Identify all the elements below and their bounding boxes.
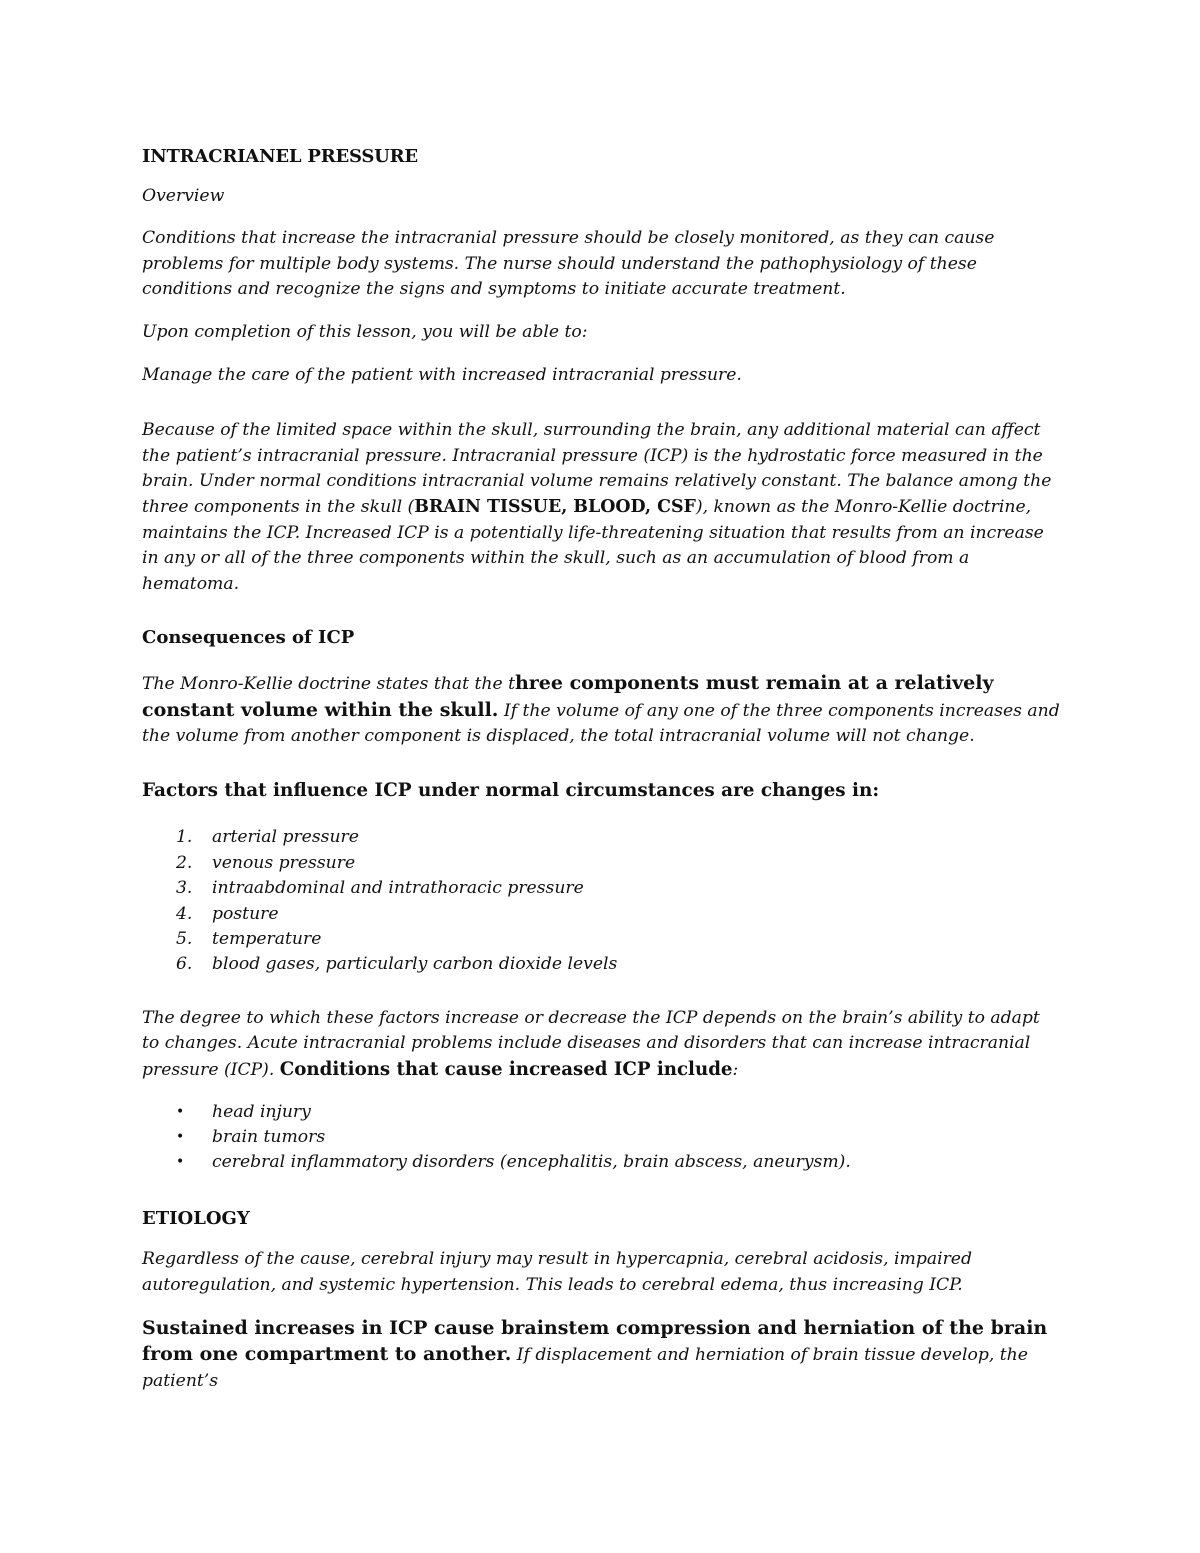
list-number: 2.: [176, 852, 193, 873]
degree-paragraph: [142, 1006, 1062, 1084]
sustained-text: If displacement and herniation of brain tissue develop, the patient’s: [142, 1345, 1028, 1391]
conditions-list: [142, 1100, 1062, 1176]
limited-space-paragraph: [142, 418, 1062, 597]
etiology-heading: ETIOLOGY: [142, 1207, 250, 1229]
list-item: [142, 952, 1062, 977]
monro-text-b: If the volume of any one of the three components increases and the volume from another component is displaced, the total intracranial volume will not change.: [142, 700, 1060, 747]
etiology-paragraph: Regardless of the cause, cerebral injury may result in hypercapnia, cerebral acidosis, impaired autoregulation, and systemic hypertension. This leads to cerebral edema, thus increasing ICP.: [142, 1249, 972, 1295]
list-number: 1.: [176, 827, 193, 848]
consequences-heading: Consequences of ICP: [142, 627, 355, 649]
list-text: intraabdominal and intrathoracic pressure: [212, 878, 584, 899]
overview-label: Overview: [142, 185, 225, 206]
list-item: [142, 902, 1062, 927]
limited-space-text-b: ), known as the Monro-Kellie doctrine, maintains the ICP. Increased ICP is a potentially life-threatening situation that results from an increase in any or all of the three components within the skull, such as an accumulation of blood from a hematoma.: [142, 496, 1044, 594]
overview-paragraph: Conditions that increase the intracranial pressure should be closely monitored, as they can cause problems for multiple body systems. The nurse should understand the pathophysiology of these conditions and recognize the signs and symptoms to initiate accurate treatment.: [142, 228, 995, 300]
list-text: brain tumors: [212, 1126, 326, 1147]
list-item: [142, 876, 1062, 901]
completion-intro: Upon completion of this lesson, you will be able to:: [142, 321, 588, 342]
list-text: temperature: [212, 928, 322, 949]
sustained-bold: Sustained increases in ICP cause brainstem compression and herniation of the brain from one compartment to another.: [142, 1316, 1048, 1366]
list-number: 6.: [176, 954, 193, 975]
bullet-icon: •: [176, 1128, 185, 1145]
sustained-paragraph: [142, 1316, 1062, 1395]
list-item: [142, 851, 1062, 876]
list-item: [142, 1100, 1062, 1125]
list-text: posture: [212, 903, 279, 924]
bullet-icon: •: [176, 1154, 185, 1171]
list-text: blood gases, particularly carbon dioxide levels: [212, 954, 618, 975]
degree-text-a: The degree to which these factors increase or decrease the ICP depends on the brain’s ability to adapt to changes. Acute intracranial problems include diseases and disorders that can increase intracranial pressure (ICP).: [142, 1007, 1040, 1080]
bullet-icon: •: [176, 1103, 185, 1120]
document-title: INTRACRIANEL PRESSURE: [142, 146, 418, 167]
list-item: [142, 825, 1062, 850]
degree-bold: Conditions that cause increased ICP include: [279, 1058, 733, 1080]
list-text: venous pressure: [212, 852, 356, 873]
learning-objective: Manage the care of the patient with increased intracranial pressure.: [142, 364, 742, 385]
list-number: 3.: [176, 878, 193, 899]
factors-heading: Factors that influence ICP under normal circumstances are changes in:: [142, 779, 880, 801]
limited-space-text-a: Because of the limited space within the skull, surrounding the brain, any additional material can affect the patient’s intracranial pressure. Intracranial pressure (ICP) is the hydrostatic force measured in the brain. Under normal conditions intracranial volume remains relatively constant. The balance among the three components in the skull (: [142, 420, 1052, 517]
monro-kellie-paragraph: [142, 671, 1062, 750]
factors-list: [142, 825, 1062, 977]
list-number: 4.: [176, 903, 193, 924]
list-text: head injury: [212, 1101, 311, 1122]
document-body: [142, 144, 1062, 1411]
list-text: arterial pressure: [212, 827, 359, 848]
degree-text-b: :: [732, 1059, 739, 1080]
monro-bold: hree components must remain at a relatively constant volume within the skull.: [142, 671, 994, 721]
list-number: 5.: [176, 928, 193, 949]
list-item: [142, 927, 1062, 952]
three-components-bold: BRAIN TISSUE, BLOOD, CSF: [414, 496, 696, 517]
list-text: cerebral inflammatory disorders (encephalitis, brain abscess, aneurysm).: [212, 1152, 851, 1173]
list-item: [142, 1150, 1062, 1175]
monro-text-a: The Monro-Kellie doctrine states that the t: [142, 673, 515, 694]
list-item: [142, 1125, 1062, 1150]
